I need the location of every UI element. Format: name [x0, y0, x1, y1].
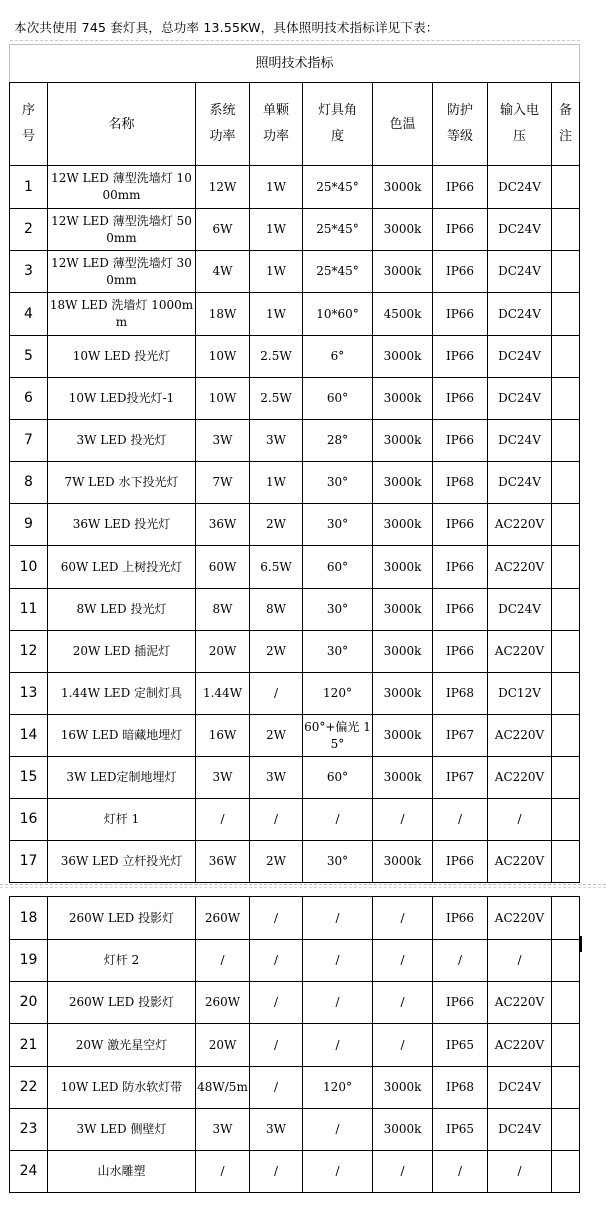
cell-system-power: / [196, 799, 250, 841]
cell-beam-angle: / [303, 940, 373, 982]
table-body-part1 [10, 166, 580, 883]
cell-note [552, 293, 580, 336]
cell-name: 20W 激光星空灯 [48, 1024, 196, 1067]
cell-note [552, 336, 580, 378]
cell-seq: 3 [10, 251, 48, 293]
cell-note [552, 504, 580, 546]
cell-seq: 10 [10, 546, 48, 589]
cell-name: 12W LED 薄型洗墙灯 300mm [48, 251, 196, 293]
cell-unit-power: 8W [250, 589, 303, 631]
cell-beam-angle: 6° [303, 336, 373, 378]
cell-system-power: 260W [196, 982, 250, 1024]
page-break-line [0, 884, 606, 885]
cell-name: 3W LED 投光灯 [48, 420, 196, 462]
cell-seq: 17 [10, 841, 48, 883]
cell-name: 20W LED 插泥灯 [48, 631, 196, 673]
cell-beam-angle: / [303, 1109, 373, 1151]
header-note: 备 注 [552, 83, 580, 166]
cell-cct: 3000k [373, 1067, 433, 1109]
cell-beam-angle: 120° [303, 673, 373, 715]
cell-seq: 24 [10, 1151, 48, 1193]
text-cursor [580, 936, 582, 952]
cell-system-power: 3W [196, 757, 250, 799]
table-row [10, 1151, 580, 1193]
table-row [10, 420, 580, 462]
header-beam-angle: 灯具角 度 [303, 83, 373, 166]
cell-ip-rating: IP66 [433, 841, 488, 883]
cell-system-power: / [196, 1151, 250, 1193]
cell-system-power: 20W [196, 631, 250, 673]
cell-ip-rating: IP67 [433, 715, 488, 757]
cell-note [552, 462, 580, 504]
cell-system-power: 10W [196, 336, 250, 378]
cell-seq: 7 [10, 420, 48, 462]
cell-input-voltage: DC24V [488, 1109, 552, 1151]
cell-unit-power: 2W [250, 504, 303, 546]
lighting-spec-table-part2 [9, 896, 580, 1193]
table-body-part2 [10, 897, 580, 1193]
cell-name: 10W LED 防水软灯带 [48, 1067, 196, 1109]
cell-input-voltage: AC220V [488, 504, 552, 546]
cell-cct: 4500k [373, 293, 433, 336]
cell-input-voltage: / [488, 799, 552, 841]
cell-cct: 3000k [373, 673, 433, 715]
cell-ip-rating: IP66 [433, 336, 488, 378]
cell-cct: / [373, 982, 433, 1024]
table-row [10, 546, 580, 589]
cell-cct: / [373, 1024, 433, 1067]
cell-seq: 5 [10, 336, 48, 378]
cell-system-power: 7W [196, 462, 250, 504]
cell-unit-power: 2W [250, 715, 303, 757]
header-unit-power: 单颗 功率 [250, 83, 303, 166]
header-input-voltage: 输入电 压 [488, 83, 552, 166]
table-row [10, 715, 580, 757]
cell-name: 60W LED 上树投光灯 [48, 546, 196, 589]
cell-input-voltage: DC24V [488, 589, 552, 631]
cell-system-power: 3W [196, 1109, 250, 1151]
cell-system-power: 60W [196, 546, 250, 589]
cell-cct: 3000k [373, 462, 433, 504]
cell-name: 36W LED 投光灯 [48, 504, 196, 546]
cell-seq: 1 [10, 166, 48, 209]
cell-input-voltage: DC12V [488, 673, 552, 715]
cell-input-voltage: / [488, 1151, 552, 1193]
cell-ip-rating: IP65 [433, 1024, 488, 1067]
header-ip-rating: 防护 等级 [433, 83, 488, 166]
cell-name: 12W LED 薄型洗墙灯 1000mm [48, 166, 196, 209]
cell-seq: 22 [10, 1067, 48, 1109]
cell-cct: 3000k [373, 546, 433, 589]
cell-input-voltage: AC220V [488, 1024, 552, 1067]
cell-ip-rating: IP66 [433, 378, 488, 420]
cell-cct: 3000k [373, 841, 433, 883]
cell-input-voltage: DC24V [488, 293, 552, 336]
table-row [10, 293, 580, 336]
cell-note [552, 251, 580, 293]
cell-name: 36W LED 立杆投光灯 [48, 841, 196, 883]
cell-unit-power: 1W [250, 462, 303, 504]
cell-beam-angle: 10*60° [303, 293, 373, 336]
lighting-spec-table-part1 [9, 44, 580, 883]
cell-system-power: 36W [196, 504, 250, 546]
cell-note [552, 631, 580, 673]
cell-beam-angle: 28° [303, 420, 373, 462]
cell-seq: 13 [10, 673, 48, 715]
cell-name: 灯杆 1 [48, 799, 196, 841]
header-system-power: 系统 功率 [196, 83, 250, 166]
cell-name: 16W LED 暗藏地埋灯 [48, 715, 196, 757]
table-row [10, 982, 580, 1024]
table-row [10, 631, 580, 673]
cell-cct: 3000k [373, 166, 433, 209]
cell-cct: 3000k [373, 336, 433, 378]
cell-unit-power: 1W [250, 209, 303, 251]
cell-ip-rating: IP66 [433, 982, 488, 1024]
cell-cct: 3000k [373, 378, 433, 420]
cell-input-voltage: AC220V [488, 546, 552, 589]
cell-seq: 2 [10, 209, 48, 251]
cell-ip-rating: / [433, 1151, 488, 1193]
header-seq: 序 号 [10, 83, 48, 166]
cell-name: 8W LED 投光灯 [48, 589, 196, 631]
cell-cct: 3000k [373, 757, 433, 799]
cell-note [552, 715, 580, 757]
table-row [10, 1067, 580, 1109]
page-margin-guide [10, 40, 580, 41]
cell-ip-rating: IP66 [433, 209, 488, 251]
cell-unit-power: / [250, 1024, 303, 1067]
cell-input-voltage: AC220V [488, 757, 552, 799]
cell-input-voltage: AC220V [488, 631, 552, 673]
cell-unit-power: 2W [250, 841, 303, 883]
cell-unit-power: 2W [250, 631, 303, 673]
cell-seq: 21 [10, 1024, 48, 1067]
cell-name: 12W LED 薄型洗墙灯 500mm [48, 209, 196, 251]
cell-seq: 23 [10, 1109, 48, 1151]
cell-seq: 15 [10, 757, 48, 799]
cell-input-voltage: DC24V [488, 462, 552, 504]
table-row [10, 166, 580, 209]
cell-beam-angle: 25*45° [303, 166, 373, 209]
cell-beam-angle: 30° [303, 631, 373, 673]
table-row [10, 504, 580, 546]
cell-beam-angle: / [303, 982, 373, 1024]
cell-name: 山水雕塑 [48, 1151, 196, 1193]
page-break-line-secondary [0, 887, 606, 888]
cell-input-voltage: DC24V [488, 420, 552, 462]
cell-cct: / [373, 940, 433, 982]
cell-ip-rating: IP66 [433, 166, 488, 209]
cell-beam-angle: / [303, 1024, 373, 1067]
cell-unit-power: 3W [250, 420, 303, 462]
cell-input-voltage: AC220V [488, 982, 552, 1024]
cell-unit-power: 2.5W [250, 378, 303, 420]
cell-name: 10W LED 投光灯 [48, 336, 196, 378]
cell-ip-rating: IP66 [433, 589, 488, 631]
cell-ip-rating: IP66 [433, 631, 488, 673]
cell-note [552, 1024, 580, 1067]
cell-cct: 3000k [373, 504, 433, 546]
cell-ip-rating: IP68 [433, 1067, 488, 1109]
cell-name: 1.44W LED 定制灯具 [48, 673, 196, 715]
cell-beam-angle: 25*45° [303, 251, 373, 293]
cell-cct: 3000k [373, 251, 433, 293]
cell-system-power: 1.44W [196, 673, 250, 715]
cell-note [552, 940, 580, 982]
cell-name: 7W LED 水下投光灯 [48, 462, 196, 504]
table-caption-row [10, 45, 580, 83]
cell-system-power: 8W [196, 589, 250, 631]
cell-seq: 16 [10, 799, 48, 841]
table-row [10, 1024, 580, 1067]
cell-unit-power: 1W [250, 293, 303, 336]
cell-name: 260W LED 投影灯 [48, 982, 196, 1024]
header-name: 名称 [48, 83, 196, 166]
cell-name: 灯杆 2 [48, 940, 196, 982]
cell-name: 3W LED定制地埋灯 [48, 757, 196, 799]
cell-seq: 19 [10, 940, 48, 982]
cell-input-voltage: DC24V [488, 166, 552, 209]
cell-beam-angle: 30° [303, 462, 373, 504]
cell-unit-power: / [250, 940, 303, 982]
cell-input-voltage: DC24V [488, 336, 552, 378]
cell-note [552, 420, 580, 462]
cell-unit-power: / [250, 1067, 303, 1109]
cell-ip-rating: IP68 [433, 462, 488, 504]
cell-seq: 8 [10, 462, 48, 504]
cell-unit-power: 6.5W [250, 546, 303, 589]
cell-input-voltage: DC24V [488, 1067, 552, 1109]
cell-ip-rating: IP66 [433, 293, 488, 336]
cell-seq: 12 [10, 631, 48, 673]
cell-seq: 4 [10, 293, 48, 336]
cell-cct: 3000k [373, 209, 433, 251]
cell-input-voltage: / [488, 940, 552, 982]
cell-ip-rating: IP65 [433, 1109, 488, 1151]
cell-unit-power: 3W [250, 1109, 303, 1151]
cell-system-power: 16W [196, 715, 250, 757]
table-row [10, 841, 580, 883]
cell-cct: 3000k [373, 1109, 433, 1151]
cell-note [552, 673, 580, 715]
cell-system-power: 36W [196, 841, 250, 883]
cell-note [552, 589, 580, 631]
cell-unit-power: / [250, 897, 303, 940]
cell-beam-angle: 30° [303, 504, 373, 546]
table-row [10, 378, 580, 420]
cell-note [552, 982, 580, 1024]
table-row [10, 673, 580, 715]
cell-ip-rating: IP68 [433, 673, 488, 715]
cell-seq: 11 [10, 589, 48, 631]
cell-beam-angle: / [303, 1151, 373, 1193]
cell-input-voltage: DC24V [488, 378, 552, 420]
cell-unit-power: / [250, 799, 303, 841]
cell-system-power: 4W [196, 251, 250, 293]
cell-note [552, 757, 580, 799]
cell-system-power: 6W [196, 209, 250, 251]
cell-note [552, 1109, 580, 1151]
cell-unit-power: / [250, 673, 303, 715]
cell-ip-rating: IP67 [433, 757, 488, 799]
cell-unit-power: / [250, 982, 303, 1024]
cell-note [552, 799, 580, 841]
table-row [10, 757, 580, 799]
header-cct: 色温 [373, 83, 433, 166]
cell-system-power: 10W [196, 378, 250, 420]
cell-cct: 3000k [373, 631, 433, 673]
cell-cct: 3000k [373, 715, 433, 757]
cell-seq: 9 [10, 504, 48, 546]
cell-note [552, 841, 580, 883]
table-header-row [10, 83, 580, 166]
cell-ip-rating: IP66 [433, 420, 488, 462]
cell-cct: 3000k [373, 589, 433, 631]
cell-input-voltage: AC220V [488, 715, 552, 757]
cell-ip-rating: IP66 [433, 251, 488, 293]
cell-cct: 3000k [373, 420, 433, 462]
cell-name: 3W LED 侧壁灯 [48, 1109, 196, 1151]
cell-note [552, 166, 580, 209]
table-row [10, 209, 580, 251]
cell-system-power: 3W [196, 420, 250, 462]
cell-input-voltage: AC220V [488, 897, 552, 940]
cell-note [552, 897, 580, 940]
table-row [10, 336, 580, 378]
cell-seq: 6 [10, 378, 48, 420]
cell-seq: 14 [10, 715, 48, 757]
cell-unit-power: 3W [250, 757, 303, 799]
cell-cct: / [373, 897, 433, 940]
intro-paragraph: 本次共使用 745 套灯具，总功率 13.55KW，具体照明技术指标详见下表： [14, 20, 439, 35]
cell-ip-rating: / [433, 940, 488, 982]
table-row [10, 1109, 580, 1151]
cell-input-voltage: DC24V [488, 251, 552, 293]
cell-ip-rating: IP66 [433, 897, 488, 940]
cell-cct: / [373, 1151, 433, 1193]
cell-beam-angle: 120° [303, 1067, 373, 1109]
cell-beam-angle: 60° [303, 546, 373, 589]
cell-system-power: / [196, 940, 250, 982]
cell-note [552, 1151, 580, 1193]
cell-input-voltage: DC24V [488, 209, 552, 251]
cell-system-power: 260W [196, 897, 250, 940]
cell-unit-power: / [250, 1151, 303, 1193]
table-row [10, 251, 580, 293]
cell-beam-angle: / [303, 897, 373, 940]
cell-cct: / [373, 799, 433, 841]
cell-note [552, 209, 580, 251]
cell-system-power: 48W/5m [196, 1067, 250, 1109]
cell-name: 18W LED 洗墙灯 1000mm [48, 293, 196, 336]
cell-beam-angle: 30° [303, 841, 373, 883]
cell-system-power: 18W [196, 293, 250, 336]
table-row [10, 799, 580, 841]
cell-ip-rating: / [433, 799, 488, 841]
cell-ip-rating: IP66 [433, 504, 488, 546]
cell-beam-angle: 60° [303, 378, 373, 420]
cell-input-voltage: AC220V [488, 841, 552, 883]
cell-name: 260W LED 投影灯 [48, 897, 196, 940]
cell-unit-power: 1W [250, 251, 303, 293]
table-row [10, 462, 580, 504]
cell-unit-power: 2.5W [250, 336, 303, 378]
cell-name: 10W LED投光灯-1 [48, 378, 196, 420]
cell-note [552, 546, 580, 589]
cell-system-power: 20W [196, 1024, 250, 1067]
table-row [10, 940, 580, 982]
cell-beam-angle: 60° [303, 757, 373, 799]
cell-note [552, 378, 580, 420]
cell-ip-rating: IP66 [433, 546, 488, 589]
cell-beam-angle: 60°+偏光 15° [303, 715, 373, 757]
cell-beam-angle: / [303, 799, 373, 841]
cell-note [552, 1067, 580, 1109]
cell-unit-power: 1W [250, 166, 303, 209]
table-row [10, 897, 580, 940]
cell-beam-angle: 30° [303, 589, 373, 631]
table-row [10, 589, 580, 631]
cell-seq: 20 [10, 982, 48, 1024]
cell-system-power: 12W [196, 166, 250, 209]
table-caption: 照明技术指标 [10, 45, 580, 83]
cell-beam-angle: 25*45° [303, 209, 373, 251]
cell-seq: 18 [10, 897, 48, 940]
